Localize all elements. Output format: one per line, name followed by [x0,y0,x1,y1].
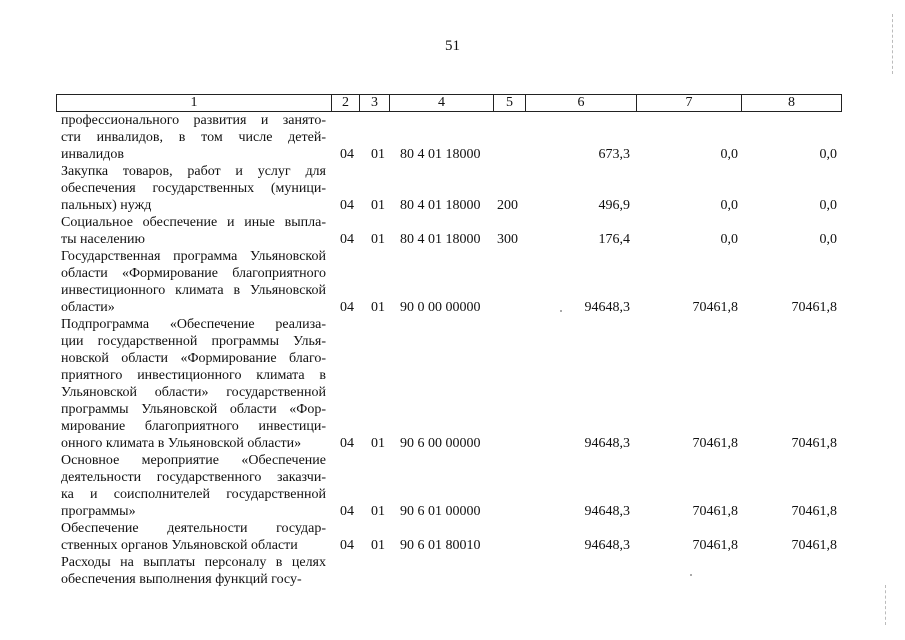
cell-c3: 01 [371,300,385,315]
table-row [0,214,905,248]
cell-c8: 70461,8 [791,436,837,451]
table-header [56,94,842,112]
header-col-5: 5 [493,94,526,112]
description-line: инвестиционного климата в Ульяновской [61,283,326,298]
cell-c2: 04 [340,538,354,553]
cell-c7: 70461,8 [692,300,738,315]
description-line: программы» [61,504,136,519]
cell-c2: 04 [340,232,354,247]
cell-c2: 04 [340,198,354,213]
row-description [61,214,326,248]
cell-c6: 496,9 [598,198,630,213]
table-row [0,163,905,214]
cell-c4: 80 4 01 18000 [400,232,481,247]
scan-speck [560,310,562,312]
cell-c4: 90 6 00 00000 [400,436,481,451]
row-description [61,554,326,588]
header-col-8: 8 [741,94,842,112]
row-description [61,163,326,214]
cell-c7: 0,0 [720,198,738,213]
cell-c7: 70461,8 [692,436,738,451]
description-line: Обеспечение деятельности государ- [61,521,326,536]
cell-c4: 90 6 01 00000 [400,504,481,519]
description-line: ственных органов Ульяновской области [61,538,298,553]
cell-c7: 0,0 [720,147,738,162]
cell-c3: 01 [371,198,385,213]
description-line: Социальное обеспечение и иные выпла- [61,215,326,230]
header-col-1: 1 [56,94,332,112]
cell-c6: 94648,3 [584,538,630,553]
cell-c4: 90 0 00 00000 [400,300,481,315]
description-line: Ульяновской области» государственной [61,385,326,400]
scan-speck [690,574,692,576]
cell-c3: 01 [371,538,385,553]
scan-edge-mark [885,585,886,625]
cell-c7: 0,0 [720,232,738,247]
cell-c6: 94648,3 [584,300,630,315]
cell-c4: 80 4 01 18000 [400,198,481,213]
description-line: Государственная программа Ульяновской [61,249,326,264]
page-number: 51 [445,38,460,54]
description-line: мирование благоприятного инвестици- [61,419,326,434]
cell-c3: 01 [371,147,385,162]
description-line: Расходы на выплаты персоналу в целях [61,555,326,570]
header-col-2: 2 [331,94,360,112]
row-description [61,452,326,520]
header-col-7: 7 [636,94,742,112]
table-row [0,452,905,520]
cell-c2: 04 [340,504,354,519]
description-line: сти инвалидов, в том числе детей- [61,130,326,145]
cell-c3: 01 [371,436,385,451]
description-line: профессионального развития и занято- [61,113,326,128]
cell-c5: 200 [497,198,518,213]
description-line: приятного инвестиционного климата в [61,368,326,383]
cell-c6: 94648,3 [584,436,630,451]
cell-c8: 0,0 [819,147,837,162]
description-line: ка и соисполнителей государственной [61,487,326,502]
description-line: Основное мероприятие «Обеспечение [61,453,326,468]
cell-c2: 04 [340,436,354,451]
row-description [61,316,326,452]
row-description [61,112,326,163]
table-row [0,316,905,452]
cell-c8: 70461,8 [791,300,837,315]
cell-c2: 04 [340,147,354,162]
cell-c7: 70461,8 [692,538,738,553]
cell-c3: 01 [371,232,385,247]
description-line: области» [61,300,115,315]
row-description [61,520,326,554]
table-row [0,554,905,588]
header-col-4: 4 [389,94,494,112]
cell-c2: 04 [340,300,354,315]
cell-c6: 673,3 [598,147,630,162]
cell-c4: 90 6 01 80010 [400,538,481,553]
cell-c5: 300 [497,232,518,247]
cell-c7: 70461,8 [692,504,738,519]
table-row [0,248,905,316]
row-description [61,248,326,316]
cell-c3: 01 [371,504,385,519]
description-line: инвалидов [61,147,124,162]
description-line: обеспечения государственных (муници- [61,181,326,196]
header-col-3: 3 [359,94,390,112]
cell-c8: 0,0 [819,232,837,247]
description-line: новской области «Формирование благо- [61,351,326,366]
description-line: Закупка товаров, работ и услуг для [61,164,326,179]
cell-c6: 94648,3 [584,504,630,519]
description-line: пальных) нужд [61,198,152,213]
table-row [0,112,905,163]
description-line: программы Ульяновской области «Фор- [61,402,326,417]
description-line: обеспечения выполнения функций госу- [61,572,302,587]
scan-edge-mark [892,14,893,74]
description-line: ции государственной программы Улья- [61,334,326,349]
description-line: деятельности государственного заказчи- [61,470,326,485]
cell-c8: 70461,8 [791,504,837,519]
description-line: Подпрограмма «Обеспечение реализа- [61,317,326,332]
description-line: онного климата в Ульяновской области» [61,436,302,451]
header-col-6: 6 [525,94,637,112]
cell-c4: 80 4 01 18000 [400,147,481,162]
cell-c8: 70461,8 [791,538,837,553]
description-line: ты населению [61,232,145,247]
description-line: области «Формирование благоприятного [61,266,326,281]
table-row [0,520,905,554]
cell-c6: 176,4 [598,232,630,247]
table-body [0,112,905,588]
cell-c8: 0,0 [819,198,837,213]
